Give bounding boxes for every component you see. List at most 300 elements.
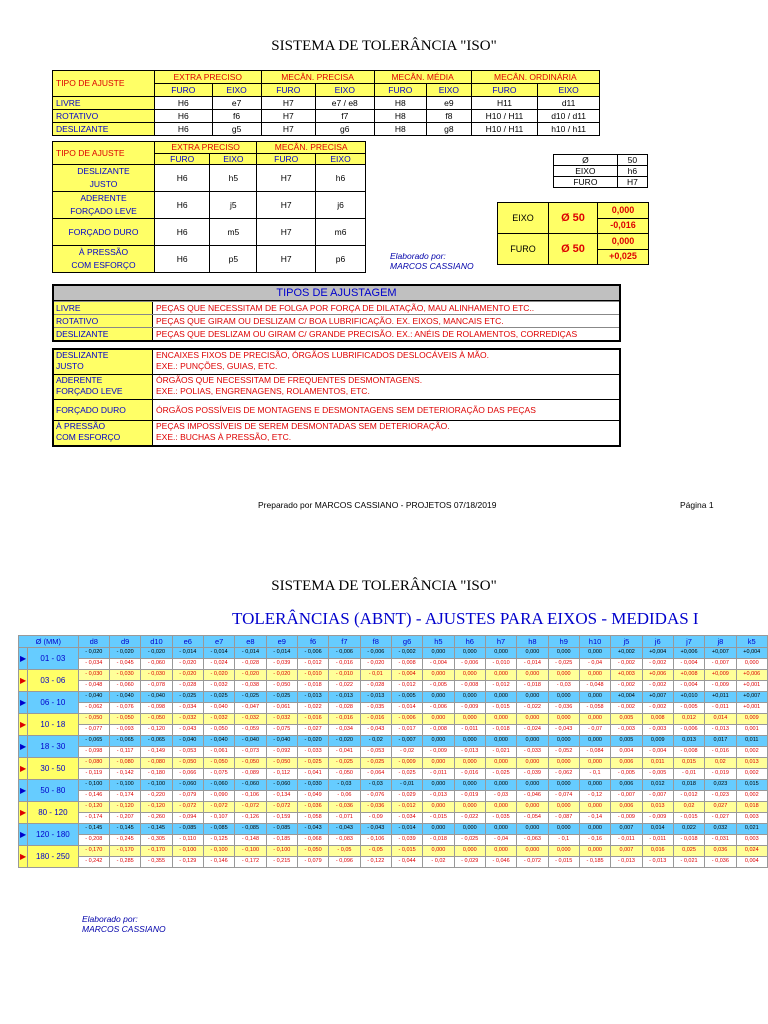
- page-title: SISTEMA DE TOLERÂNCIA "ISO": [271, 38, 497, 54]
- lower-deviation: 0,004: [736, 857, 767, 868]
- fit-name: [54, 375, 153, 399]
- upper-deviation: 0,02: [705, 758, 736, 769]
- row-label: LIVRE: [53, 97, 155, 110]
- upper-deviation: 0,000: [485, 648, 516, 659]
- lower-deviation: - 0,022: [517, 703, 548, 714]
- tolerance-column-header: e6: [172, 636, 203, 648]
- upper-deviation: +0,006: [673, 648, 704, 659]
- lower-deviation: - 0,006: [423, 703, 454, 714]
- lower-deviation: - 0,172: [235, 857, 266, 868]
- table-cell: j5: [210, 192, 257, 219]
- lower-deviation: - 0,215: [266, 857, 297, 868]
- table-cell: f6: [212, 110, 261, 123]
- table-row: [19, 769, 768, 780]
- lower-deviation: - 0,028: [235, 659, 266, 670]
- lower-deviation: - 0,025: [548, 659, 579, 670]
- upper-deviation: - 0,014: [203, 648, 234, 659]
- lower-deviation: - 0,125: [203, 835, 234, 846]
- tolerance-column-header: j5: [611, 636, 642, 648]
- lower-deviation: - 0,021: [485, 747, 516, 758]
- upper-deviation: - 0,020: [266, 670, 297, 681]
- upper-deviation: - 0,085: [235, 824, 266, 835]
- lower-deviation: - 0,149: [141, 747, 172, 758]
- upper-deviation: - 0,032: [172, 714, 203, 725]
- lower-deviation: - 0,041: [297, 769, 328, 780]
- fit-name-line: COM ESFORÇO: [56, 432, 121, 442]
- lower-deviation: - 0,002: [642, 659, 673, 670]
- table-cell: p5: [210, 246, 257, 273]
- table-cell: e9: [427, 97, 472, 110]
- lower-deviation: - 0,009: [611, 813, 642, 824]
- upper-deviation: - 0,05: [360, 846, 391, 857]
- fit-description: [153, 350, 619, 374]
- upper-deviation: - 0,030: [109, 670, 140, 681]
- lower-deviation: - 0,14: [579, 813, 610, 824]
- fit-description-line: ÓRGÃOS POSSÍVEIS DE MONTAGENS E DESMONTAGENS SEM DETERIORAÇÃO DAS PEÇAS: [156, 404, 536, 415]
- lower-deviation: - 0,058: [579, 703, 610, 714]
- credit-label: Elaborado por:: [390, 251, 446, 261]
- lower-deviation: - 0,011: [423, 769, 454, 780]
- upper-deviation: 0,000: [423, 824, 454, 835]
- table-cell: H7: [257, 192, 316, 219]
- tolerance-column-header: k5: [736, 636, 767, 648]
- upper-deviation: 0,007: [611, 824, 642, 835]
- fit-name: [54, 421, 153, 445]
- upper-deviation: 0,000: [517, 714, 548, 725]
- upper-deviation: - 0,072: [172, 802, 203, 813]
- upper-deviation: - 0,010: [329, 670, 360, 681]
- lower-deviation: - 0,074: [548, 791, 579, 802]
- upper-deviation: 0,000: [454, 780, 485, 791]
- lower-deviation: - 0,002: [611, 681, 642, 692]
- upper-deviation: - 0,040: [266, 736, 297, 747]
- upper-deviation: - 0,043: [329, 824, 360, 835]
- table-cell: H8: [374, 110, 427, 123]
- lower-deviation: - 0,094: [172, 813, 203, 824]
- upper-deviation: - 0,01: [391, 780, 422, 791]
- lower-deviation: - 0,09: [360, 813, 391, 824]
- lower-deviation: - 0,305: [141, 835, 172, 846]
- tolerance-column-header: g6: [391, 636, 422, 648]
- upper-deviation: - 0,025: [329, 758, 360, 769]
- upper-deviation: - 0,006: [360, 648, 391, 659]
- upper-deviation: 0,000: [517, 780, 548, 791]
- lower-deviation: - 0,087: [548, 813, 579, 824]
- group-header: MECÂN. PRECISA: [261, 71, 374, 84]
- lower-deviation: - 0,018: [423, 835, 454, 846]
- lower-deviation: - 0,016: [705, 747, 736, 758]
- lower-deviation: - 0,009: [454, 703, 485, 714]
- upper-deviation: 0,017: [705, 736, 736, 747]
- input-value: h6: [617, 166, 647, 177]
- lower-deviation: - 0,076: [109, 703, 140, 714]
- upper-deviation: 0,006: [611, 802, 642, 813]
- upper-deviation: 0,008: [642, 714, 673, 725]
- upper-deviation: - 0,006: [297, 648, 328, 659]
- upper-deviation: - 0,030: [141, 670, 172, 681]
- lower-deviation: - 0,050: [203, 725, 234, 736]
- fit-type-description: PEÇAS QUE DESLIZAM OU GIRAM C/ GRANDE PRECISÃO. EX.: ANÉIS DE ROLAMENTOS, CORREDIÇAS: [156, 329, 578, 339]
- upper-deviation: 0,000: [579, 648, 610, 659]
- upper-deviation: 0,000: [548, 758, 579, 769]
- group-header: MECÂN. PRECISA: [257, 142, 366, 154]
- upper-deviation: - 0,012: [391, 802, 422, 813]
- upper-deviation: 0,000: [485, 824, 516, 835]
- lower-deviation: - 0,009: [423, 747, 454, 758]
- table-row: [19, 802, 768, 813]
- eixo-lower: -0,016: [598, 218, 649, 234]
- table-cell: e7 / e8: [315, 97, 374, 110]
- footer-page-number: Página 1: [680, 500, 714, 510]
- lower-deviation: - 0,1: [548, 835, 579, 846]
- tolerance-column-header: d10: [141, 636, 172, 648]
- upper-deviation: 0,000: [423, 758, 454, 769]
- lower-deviation: - 0,126: [235, 813, 266, 824]
- upper-deviation: 0,013: [673, 736, 704, 747]
- table-row: [19, 725, 768, 736]
- table-row: [53, 110, 600, 123]
- upper-deviation: - 0,010: [297, 670, 328, 681]
- table-cell: H10 / H11: [471, 123, 538, 136]
- upper-deviation: 0,000: [548, 736, 579, 747]
- lower-deviation: - 0,014: [391, 703, 422, 714]
- upper-deviation: - 0,170: [109, 846, 140, 857]
- lower-deviation: - 0,015: [673, 813, 704, 824]
- upper-deviation: 0,000: [454, 802, 485, 813]
- upper-deviation: - 0,080: [141, 758, 172, 769]
- upper-deviation: 0,011: [736, 736, 767, 747]
- lower-deviation: - 0,242: [78, 857, 109, 868]
- table-cell: m6: [316, 219, 366, 246]
- lower-deviation: - 0,053: [360, 747, 391, 758]
- upper-deviation: 0,000: [579, 736, 610, 747]
- eixo-diameter: Ø 50: [549, 203, 598, 234]
- upper-deviation: - 0,025: [172, 692, 203, 703]
- lower-deviation: - 0,018: [517, 681, 548, 692]
- lower-deviation: - 0,040: [203, 703, 234, 714]
- table-cell: g6: [315, 123, 374, 136]
- lower-deviation: - 0,049: [297, 791, 328, 802]
- lower-deviation: - 0,019: [705, 769, 736, 780]
- upper-deviation: - 0,050: [78, 714, 109, 725]
- column-header: FURO: [155, 84, 213, 97]
- upper-deviation: 0,000: [423, 648, 454, 659]
- lower-deviation: - 0,112: [266, 769, 297, 780]
- row-label-line: À PRESSÃO: [78, 247, 129, 257]
- tolerance-column-header: f7: [329, 636, 360, 648]
- lower-deviation: - 0,008: [423, 725, 454, 736]
- lower-deviation: - 0,260: [141, 813, 172, 824]
- upper-deviation: 0,006: [611, 758, 642, 769]
- lower-deviation: - 0,107: [203, 813, 234, 824]
- lower-deviation: - 0,061: [266, 703, 297, 714]
- lower-deviation: 0,002: [736, 791, 767, 802]
- upper-deviation: - 0,060: [172, 780, 203, 791]
- lower-deviation: - 0,220: [141, 791, 172, 802]
- tolerance-column-header: h9: [548, 636, 579, 648]
- upper-deviation: 0,000: [517, 846, 548, 857]
- furo-lower: +0,025: [598, 249, 649, 265]
- upper-deviation: 0,000: [517, 648, 548, 659]
- upper-deviation: 0,000: [548, 648, 579, 659]
- lower-deviation: - 0,013: [611, 857, 642, 868]
- upper-deviation: +0,007: [736, 692, 767, 703]
- lower-deviation: - 0,011: [642, 835, 673, 846]
- upper-deviation: 0,007: [611, 846, 642, 857]
- upper-deviation: 0,014: [705, 714, 736, 725]
- lower-deviation: - 0,041: [329, 747, 360, 758]
- table-cell: H7: [257, 246, 316, 273]
- upper-deviation: - 0,100: [203, 846, 234, 857]
- upper-deviation: - 0,040: [203, 736, 234, 747]
- range-label: 180 - 250: [28, 846, 79, 868]
- upper-deviation: - 0,016: [360, 714, 391, 725]
- tolerance-column-header: d8: [78, 636, 109, 648]
- upper-deviation: 0,000: [423, 802, 454, 813]
- lower-deviation: - 0,008: [673, 747, 704, 758]
- lower-deviation: - 0,174: [109, 791, 140, 802]
- lower-deviation: - 0,129: [172, 857, 203, 868]
- lower-deviation: - 0,034: [329, 725, 360, 736]
- upper-deviation: - 0,016: [297, 714, 328, 725]
- upper-deviation: - 0,020: [297, 736, 328, 747]
- upper-deviation: - 0,013: [297, 692, 328, 703]
- upper-deviation: - 0,025: [235, 692, 266, 703]
- upper-deviation: 0,000: [548, 714, 579, 725]
- lower-deviation: - 0,066: [172, 769, 203, 780]
- input-label: EIXO: [554, 166, 618, 177]
- credit: [82, 914, 166, 934]
- furo-upper: 0,000: [598, 234, 649, 250]
- table-cell: H6: [155, 246, 210, 273]
- upper-deviation: - 0,014: [266, 648, 297, 659]
- lower-deviation: - 0,077: [78, 725, 109, 736]
- credit-author: MARCOS CASSIANO: [82, 924, 166, 935]
- table-cell: h10 / h11: [538, 123, 600, 136]
- upper-deviation: 0,000: [579, 780, 610, 791]
- upper-deviation: 0,000: [485, 846, 516, 857]
- lower-deviation: - 0,208: [78, 835, 109, 846]
- upper-deviation: 0,000: [454, 670, 485, 681]
- upper-deviation: - 0,007: [391, 736, 422, 747]
- table-cell: H6: [155, 165, 210, 192]
- tolerance-column-header: j8: [705, 636, 736, 648]
- row-label-line: JUSTO: [89, 179, 118, 189]
- lower-deviation: - 0,053: [172, 747, 203, 758]
- upper-deviation: 0,000: [454, 714, 485, 725]
- upper-deviation: - 0,032: [203, 714, 234, 725]
- lower-deviation: - 0,009: [642, 813, 673, 824]
- upper-deviation: - 0,120: [141, 802, 172, 813]
- lower-deviation: - 0,355: [141, 857, 172, 868]
- upper-deviation: - 0,170: [141, 846, 172, 857]
- lower-deviation: - 0,075: [203, 769, 234, 780]
- lower-deviation: - 0,045: [109, 659, 140, 670]
- lower-deviation: - 0,02: [391, 747, 422, 758]
- lower-deviation: - 0,014: [517, 659, 548, 670]
- tolerance-column-header: e7: [203, 636, 234, 648]
- fit-type-table-precise: [52, 141, 366, 273]
- table-row: [554, 177, 648, 188]
- lower-deviation: - 0,007: [642, 791, 673, 802]
- credit: [390, 251, 474, 271]
- upper-deviation: 0,000: [423, 692, 454, 703]
- fit-type-description: PEÇAS QUE NECESSITAM DE FOLGA POR FORÇA DE DILATAÇÃO, MAU ALINHAMENTO ETC..: [156, 303, 535, 313]
- lower-deviation: - 0,079: [297, 857, 328, 868]
- table-cell: H7: [261, 110, 315, 123]
- upper-deviation: - 0,050: [297, 846, 328, 857]
- upper-deviation: 0,032: [705, 824, 736, 835]
- range-label: 50 - 80: [28, 780, 79, 802]
- upper-deviation: 0,000: [423, 670, 454, 681]
- upper-deviation: 0,012: [642, 780, 673, 791]
- upper-deviation: - 0,050: [109, 714, 140, 725]
- lower-deviation: 0,002: [736, 769, 767, 780]
- table-row: [53, 97, 600, 110]
- column-header: EIXO: [316, 153, 366, 165]
- upper-deviation: - 0,145: [141, 824, 172, 835]
- upper-deviation: - 0,100: [235, 846, 266, 857]
- row-arrow-icon: ▶: [19, 802, 28, 824]
- row-label: DESLIZANTE: [53, 123, 155, 136]
- row-label-line: FORÇADO LEVE: [70, 206, 137, 216]
- lower-deviation: - 0,031: [705, 835, 736, 846]
- lower-deviation: +0,001: [736, 703, 767, 714]
- table-cell: d10 / d11: [538, 110, 600, 123]
- lower-deviation: - 0,017: [391, 725, 422, 736]
- lower-deviation: - 0,146: [78, 791, 109, 802]
- upper-deviation: 0,005: [611, 714, 642, 725]
- lower-deviation: - 0,064: [360, 769, 391, 780]
- lower-deviation: - 0,063: [517, 835, 548, 846]
- upper-deviation: - 0,100: [266, 846, 297, 857]
- tolerance-table-title: TOLERÂNCIAS (ABNT) - AJUSTES PARA EIXOS - MEDIDAS I: [232, 609, 699, 628]
- lower-deviation: - 0,025: [454, 835, 485, 846]
- table-row: [19, 670, 768, 681]
- lower-deviation: - 0,146: [203, 857, 234, 868]
- lower-deviation: - 0,039: [517, 769, 548, 780]
- lower-deviation: - 0,079: [172, 791, 203, 802]
- upper-deviation: 0,000: [517, 736, 548, 747]
- table-row: [19, 813, 768, 824]
- footer-prepared-by: Preparado por MARCOS CASSIANO - PROJETOS 07/18/2019: [258, 500, 497, 510]
- table-cell: p6: [316, 246, 366, 273]
- upper-deviation: 0,000: [517, 824, 548, 835]
- fit-description: [153, 375, 619, 399]
- upper-deviation: - 0,060: [235, 780, 266, 791]
- input-label: Ø: [554, 155, 618, 166]
- tolerance-column-header: j7: [673, 636, 704, 648]
- range-label: 18 - 30: [28, 736, 79, 758]
- table-cell: H7: [261, 97, 315, 110]
- group-header: EXTRA PRECISO: [155, 142, 257, 154]
- fit-description-row: [54, 350, 619, 374]
- table-cell: H7: [257, 219, 316, 246]
- upper-deviation: - 0,065: [78, 736, 109, 747]
- column-header: FURO: [374, 84, 427, 97]
- table-row: [19, 758, 768, 769]
- fit-description-row: [54, 420, 619, 445]
- lower-deviation: - 0,008: [454, 681, 485, 692]
- upper-deviation: 0,036: [705, 846, 736, 857]
- lower-deviation: - 0,075: [266, 725, 297, 736]
- table-cell: H7: [257, 165, 316, 192]
- upper-deviation: - 0,032: [235, 714, 266, 725]
- upper-deviation: - 0,100: [141, 780, 172, 791]
- upper-deviation: 0,009: [736, 714, 767, 725]
- lower-deviation: - 0,068: [297, 835, 328, 846]
- fit-description-line: EXE.: PUNÇÕES, GUIAS, ETC.: [156, 361, 278, 371]
- upper-deviation: - 0,036: [297, 802, 328, 813]
- lower-deviation: - 0,01: [673, 769, 704, 780]
- row-arrow-icon: ▶: [19, 736, 28, 758]
- lower-deviation: - 0,004: [423, 659, 454, 670]
- upper-deviation: 0,022: [673, 824, 704, 835]
- lower-deviation: - 0,285: [109, 857, 140, 868]
- upper-deviation: - 0,01: [360, 670, 391, 681]
- upper-deviation: 0,000: [548, 802, 579, 813]
- lower-deviation: - 0,071: [329, 813, 360, 824]
- upper-deviation: - 0,036: [360, 802, 391, 813]
- range-label: 80 - 120: [28, 802, 79, 824]
- range-label: 10 - 18: [28, 714, 79, 736]
- lower-deviation: - 0,060: [141, 659, 172, 670]
- lower-deviation: - 0,006: [673, 725, 704, 736]
- lower-deviation: - 0,028: [172, 681, 203, 692]
- upper-deviation: +0,007: [705, 648, 736, 659]
- lower-deviation: - 0,185: [266, 835, 297, 846]
- lower-deviation: - 0,015: [485, 703, 516, 714]
- table-row: [19, 857, 768, 868]
- tolerance-column-header: f6: [297, 636, 328, 648]
- tolerance-column-header: h7: [485, 636, 516, 648]
- table-row: [53, 192, 366, 219]
- upper-deviation: 0,005: [611, 736, 642, 747]
- upper-deviation: 0,000: [485, 736, 516, 747]
- upper-deviation: 0,014: [642, 824, 673, 835]
- fit-descriptions: [52, 348, 621, 447]
- lower-deviation: - 0,06: [329, 791, 360, 802]
- lower-deviation: - 0,119: [78, 769, 109, 780]
- row-arrow-icon: ▶: [19, 692, 28, 714]
- upper-deviation: - 0,02: [360, 736, 391, 747]
- fit-name-line: À PRESSÃO: [56, 421, 106, 431]
- lower-deviation: - 0,159: [266, 813, 297, 824]
- lower-deviation: - 0,022: [329, 681, 360, 692]
- column-header: EIXO: [210, 153, 257, 165]
- lower-deviation: - 0,011: [611, 835, 642, 846]
- lower-deviation: 0,002: [736, 747, 767, 758]
- upper-deviation: 0,000: [548, 780, 579, 791]
- fit-description-row: [54, 399, 619, 420]
- corner-header: Ø (MM): [19, 636, 79, 648]
- upper-deviation: - 0,032: [266, 714, 297, 725]
- table-cell: h6: [316, 165, 366, 192]
- lower-deviation: - 0,005: [642, 769, 673, 780]
- furo-label: FURO: [498, 234, 549, 265]
- lower-deviation: - 0,020: [172, 659, 203, 670]
- upper-deviation: 0,000: [579, 714, 610, 725]
- row-arrow-icon: ▶: [19, 780, 28, 802]
- row-label: [53, 246, 155, 273]
- group-header: EXTRA PRECISO: [155, 71, 262, 84]
- table-row: [19, 659, 768, 670]
- table-cell: H6: [155, 192, 210, 219]
- lower-deviation: - 0,012: [391, 681, 422, 692]
- row-arrow-icon: ▶: [19, 670, 28, 692]
- fit-type-description: PEÇAS QUE GIRAM OU DESLIZAM C/ BOA LUBRIFICAÇÃO. EX. EIXOS, MANCAIS ETC.: [156, 316, 504, 326]
- lower-deviation: - 0,12: [579, 791, 610, 802]
